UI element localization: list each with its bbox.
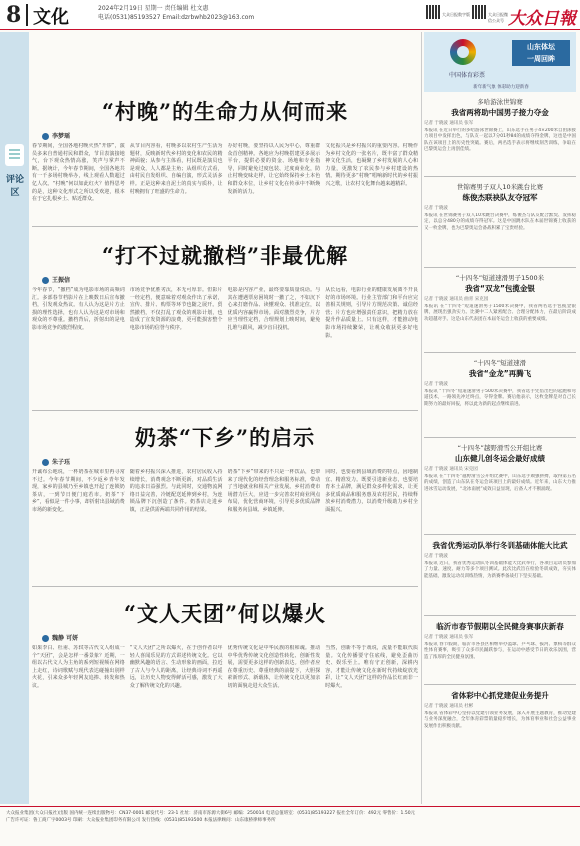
text-column: 文化振兴是乡村振兴的重要内容。村晚作为乡村文化的一张名片，既丰富了群众精神文化生活，也凝聚了乡村发展的人心和力量，更激发了农民参与乡村建设的热情。期待更多“村晚”唱响新时代的乡村振兴之歌，让农村文化舞台越来越精彩。 bbox=[325, 143, 418, 187]
text-column: 春节期间，全国各地村晚火热“开锣”，演员多来自普通村民和群众，节目表演接地气，台下观众热情高涨，笑声与掌声不断。据统计，今年春节期间，全国各地共有一千多场村晚举办，线上观看人数超过亿人次。“村晚”何以如此红火？值得思考的是，这种文化形式之所以受欢迎，根本在于它扎根乡土、贴近群众。 bbox=[32, 143, 125, 203]
qr-code-icon bbox=[426, 5, 440, 19]
article-headline[interactable]: “村晚”的生命力从何而来 bbox=[101, 99, 349, 124]
qr-code-icon bbox=[472, 5, 486, 19]
news-item bbox=[424, 273, 576, 348]
badge-line: 一周回眸 bbox=[527, 55, 555, 63]
article-headline[interactable]: “文人天团”何以爆火 bbox=[123, 601, 327, 626]
text-column: 同时，也要看到县域消费的特点，因地制宜、精准发力。既要引进新业态，也要培育本土品牌，满足群众多样化需求，让更多优质商品和服务惠及农村居民，持续释放乡村消费潜力，以消费升级助力乡村全面振兴。 bbox=[325, 469, 418, 513]
item-divider bbox=[424, 176, 576, 177]
comment-icon bbox=[5, 144, 24, 166]
section-divider bbox=[32, 226, 418, 227]
news-body: 本报讯 在世锦赛男子双人10米跳台决赛中，练俊杰与队友配合默契、发挥稳定，以总分480分的成绩夺得冠军。这是中国跳水队在本届世锦赛上收获的又一枚金牌，也为巴黎奥运会备战积累了宝贵经验。 bbox=[424, 213, 576, 231]
lottery-caption: 中国体育彩票 bbox=[448, 72, 485, 79]
news-meta: 记者 于晓波 通讯员 宋克园 bbox=[424, 467, 478, 472]
byline bbox=[42, 633, 418, 642]
item-divider bbox=[424, 534, 576, 535]
news-title[interactable]: 山东健儿创冬运会最好成绩 bbox=[455, 454, 545, 463]
article-headline[interactable]: 奶茶“下乡”的启示 bbox=[134, 425, 316, 450]
article bbox=[32, 422, 418, 601]
article-body bbox=[32, 469, 418, 601]
news-item bbox=[424, 540, 576, 611]
article bbox=[32, 96, 418, 251]
news-title[interactable]: 省体彩中心抓党建促业务提升 bbox=[451, 691, 549, 700]
news-kicker: “十四冬”短道速滑男子1500米 bbox=[455, 274, 545, 282]
article bbox=[32, 240, 418, 427]
news-body: 本报讯 在“十四冬”短道速滑男子1500米决赛中，我省两名选手包揽金银牌，展现出强劲实力。比赛中二人紧密配合、合理分配体力，在最后阶段成功超越对手。这是山东代表团在本届冬运会上收获的重要成绩。 bbox=[424, 304, 576, 322]
lottery-emblem-icon bbox=[450, 39, 476, 65]
news-title[interactable]: 我省“金龙”再腾飞 bbox=[468, 369, 532, 378]
author-name: 魏静 可妍 bbox=[52, 635, 79, 642]
text-column: 随着乡村振兴深入推进，农村居民收入持续增长，消费观念不断更新，对品质生活的追求日益强烈。与此同时，交通物流网络日益完善，冷链配送延伸到乡村，为连锁品牌下沉创造了条件。奶茶店走进乡镇，正是供需两端共同作用的结果。 bbox=[129, 469, 223, 513]
author-name: 王振信 bbox=[52, 277, 71, 284]
column-divider bbox=[421, 32, 422, 804]
text-column: 如果李白、杜甫、苏轼等古代文人组成一个“天团”，会是怎样一番景象？近期，一组以古代文人为主角的系列短视频在网络上走红，诗词歌赋与现代表达碰撞出别样火花，引来众多年轻网友追捧、转发和热议。 bbox=[32, 645, 125, 689]
author-icon bbox=[42, 277, 49, 284]
author-name: 李梦瑶 bbox=[52, 133, 71, 140]
news-kicker: “十四冬”越野滑雪公开组比赛 bbox=[457, 444, 543, 452]
article-body bbox=[32, 645, 418, 805]
text-column: 从节目内容看，村晚多以农村生产生活为题材，反映新时代乡村的变化和农民的精神面貌；从参与主体看，村民既是演员也是观众，人人都是主角；从组织方式看，由村民自发组织、自编自演，形式灵活多样。正是这种来自泥土的真实与质朴，让村晚拥有了旺盛的生命力。 bbox=[129, 143, 223, 195]
news-body: 本报讯 在“十四冬”越野滑雪公开组比赛中，山东选手顽强拼搏，取得第五名的成绩，创造了山东队在冬运会该项目上的最好成绩。近年来，山东大力推进冰雪运动发展，“北冰南展”成效日益显现，后备人才不断涌现。 bbox=[424, 474, 576, 492]
section-title: 文化 bbox=[33, 7, 69, 28]
news-title[interactable]: 我省优秀运动队举行冬训基础体能大比武 bbox=[432, 541, 568, 550]
item-divider bbox=[424, 615, 576, 616]
author-icon bbox=[42, 635, 49, 642]
text-column: 市场竞争优胜劣汰，本无可厚非。但影片一经定档，便意味着对观众作出了承诺，宣传、排片、购票等环节也随之展开。贸然撤档，不仅打乱了观众的观影计划，也造成了宣发资源的浪费，更可能损害整个电影市场的信誉与秩序。 bbox=[129, 287, 223, 331]
weekly-review-badge bbox=[512, 40, 570, 66]
news-meta: 记者 于晓波 通讯员 杜彬 bbox=[424, 704, 474, 709]
text-column: 当然，创新不等于戏说，流量不能取代质量。文化传播要守住底线，避免歪曲历史、娱乐至上。唯有守正创新，深耕内容，才能让传统文化在新时代持续绽放光彩，让“文人天团”这样的作品长红而非一时爆火。 bbox=[325, 645, 418, 689]
footer-imprint bbox=[0, 806, 580, 846]
news-kicker: 多哈游泳世锦赛 bbox=[477, 98, 523, 106]
news-meta: 记者 于晓波 通讯员 张军 bbox=[424, 635, 474, 640]
news-body: 本报讯 “十四冬”短道速滑男子500米决赛中，我省选手凭借出色的起跑和弯道技术，一路领先冲过终点，夺得金牌。赛后他表示，这枚金牌是对自己长期努力的最好回报，将以此为新的起点继续前进。 bbox=[424, 389, 576, 407]
text-column: 办好村晚，要坚持以人民为中心，尊重群众首创精神。各地应为村晚搭建更多展示平台，提供必要的资金、场地和专业指导，同时避免过度包装、过度商业化，防止村晚变味走样，让它始终保持乡土本色和群众本位，让乡村文化在传承中不断焕发新的活力。 bbox=[227, 143, 321, 195]
text-column: 优秀传统文化是中华民族的根和魂。推动中华优秀传统文化创造性转化、创新性发展，需要更多这样的创新表达。创作者应在尊重历史、尊重经典的前提下，大胆探索新形式、新载体，让传统文化以更加亲切的面貌走进大众生活。 bbox=[227, 645, 321, 689]
author-icon bbox=[42, 459, 49, 466]
contact-line: 电话(0531)85193527 Email:dzrbwhb2023@163.com bbox=[98, 14, 255, 21]
text-column: 开诚布公地说，一杯奶茶在城市里再寻常不过。今年春节期间，不少返乡青年发现，家乡的县城乃至乡镇也开起了连锁奶茶店，一到节日便门庭若市。奶茶“下乡”，看似是一件小事，却折射出县域消费市场的新变化。 bbox=[32, 469, 125, 513]
article-body bbox=[32, 143, 418, 251]
sports-lottery-banner bbox=[424, 32, 576, 92]
page-number: 8 bbox=[6, 2, 22, 28]
section-divider bbox=[32, 410, 418, 411]
footer-line: 大众报业集团(大众日报社)出版 国内统一连续出版物号：CN37-0001 邮发代号：23-1 社址：济南市泺源大街6号 邮编：250014 电话总值班室：(0531)85193227 报社全年订价：492元 零售价：1.50元 bbox=[6, 811, 416, 816]
masthead-meta bbox=[98, 4, 254, 22]
section-sidebar bbox=[0, 32, 29, 804]
news-title[interactable]: 我省“双龙”包揽金银 bbox=[465, 284, 535, 293]
issue-date-editor: 2024年2月19日 星期一 责任编辑 杜文惠 bbox=[98, 5, 209, 12]
text-column: 从长远看，电影行业的健康发展离不开良好的市场环境。行业主管部门和平台应完善相关规则，引导片方规范决策、诚信经营；片方也应增强责任意识，把精力放在提升作品质量上。只有这样，才能推动电影市场持续繁荣，让观众收获更多好电影。 bbox=[325, 287, 418, 339]
item-divider bbox=[424, 437, 576, 438]
news-meta: 记者 于晓波 通讯员 张军 bbox=[424, 121, 474, 126]
news-body: 本报讯 近日，我省优秀运动队冬训基础体能大比武举行，各项目运动员参加了力量、速度、耐力等多个项目测试。此次比武旨在检验冬训成效，夯实体能基础，激发运动员训练热情，为新赛季备战打下坚实基础。 bbox=[424, 561, 576, 579]
sports-column bbox=[424, 32, 576, 804]
news-meta: 记者 于晓波 bbox=[424, 554, 448, 559]
item-divider bbox=[424, 684, 576, 685]
news-meta: 记者 于晓波 通讯员 曲青 宋克园 bbox=[424, 297, 489, 302]
banner-tagline: 新年新气象 体彩助力迎新春 bbox=[473, 85, 529, 90]
news-body: 本报讯 春节假期，临沂市各县区相继举办篮球、乒乓球、拔河、象棋等群众性体育赛事，吸引了众多市民踊跃参与，在运动中感受节日的欢乐氛围，营造了浓厚的全民健身氛围。 bbox=[424, 642, 576, 660]
divider bbox=[26, 4, 28, 26]
news-title[interactable]: 我省两将助中国男子接力夺金 bbox=[451, 108, 549, 117]
news-item bbox=[424, 358, 576, 433]
badge-line: 山东体坛 bbox=[527, 43, 555, 51]
author-name: 朱子珏 bbox=[52, 459, 71, 466]
news-item bbox=[424, 182, 576, 263]
item-divider bbox=[424, 352, 576, 353]
article-body bbox=[32, 287, 418, 427]
article-headline[interactable]: “打不过就撤档”非最优解 bbox=[101, 243, 349, 268]
news-item bbox=[424, 621, 576, 680]
news-meta: 记者 于晓波 bbox=[424, 206, 448, 211]
byline bbox=[42, 457, 418, 466]
news-body: 本报讯 省体彩中心坚持以党建引领业务发展，深入开展主题教育，推动党建与业务深度融合，全年体育彩票销量稳步增长，为体育事业和社会公益事业发展作出积极贡献。 bbox=[424, 711, 576, 729]
sidebar-label: 评论区 bbox=[5, 175, 24, 198]
masthead bbox=[0, 0, 580, 30]
news-title[interactable]: 练俊杰联袂队友夺冠军 bbox=[462, 193, 538, 202]
news-kicker: “十四冬”短道速滑 bbox=[473, 359, 527, 367]
newspaper-logo: 大众日報 bbox=[508, 9, 576, 29]
byline bbox=[42, 275, 418, 284]
section-divider bbox=[32, 586, 418, 587]
news-kicker: 世锦赛男子双人10米跳台比赛 bbox=[456, 183, 544, 191]
item-divider bbox=[424, 267, 576, 268]
text-column: “文人天团”之所以爆火，在于创作者以年轻人喜闻乐见的方式讲述传统文化。它以幽默风趣的语言、生动形象的画面，拉近了古人与今人的距离，让经典诗词不再遥远，让历史人物变得鲜活可感，激发了大众了解传统文化的兴趣。 bbox=[129, 645, 223, 689]
article bbox=[32, 598, 418, 805]
text-column: 奶茶“下乡”带来的不只是一杯饮品，也带来了现代化的经营理念和服务标准，带动了当地就业和相关产业发展。乡村消费市场潜力巨大，应进一步完善农村商业网点布局，优化营商环境，引导更多优质品牌和服务向县域、乡镇延伸。 bbox=[227, 469, 321, 513]
text-column: 今年春节，“撤档”成为电影市场的高频词汇。多部春节档影片在上映数日后宣布撤档，引发观众热议。有人认为这是片方止损的理性选择，也有人认为这是对市场和观众的不尊重。撤档背后，折射出的是电影市场竞争的激烈程度。 bbox=[32, 287, 125, 331]
author-icon bbox=[42, 133, 49, 140]
news-item bbox=[424, 443, 576, 530]
footer-line: 广告许可证：鲁工商广字0003号 印刷：大众报业集团印务有限公司 发行热线：(0531)85193500 本报法律顾问：山东康桥律师事务所 bbox=[6, 818, 276, 823]
news-meta: 记者 于晓波 bbox=[424, 382, 448, 387]
news-body: 本报讯 在近日举行的多哈游泳世锦赛上，山东选手在男子4×200米自由泳接力项目中发挥出色，与队友一起以7分01秒84的成绩夺得金牌，这也是中国队在该项目上的历史性突破。赛后，两名选手表示将继续刻苦训练，争取在巴黎奥运会上再创佳绩。 bbox=[424, 128, 576, 152]
qr-label: 大众日报微信公众号 bbox=[488, 12, 508, 23]
news-item bbox=[424, 690, 576, 743]
byline bbox=[42, 131, 418, 140]
qr-label: 大众日报数字版 bbox=[442, 12, 470, 17]
text-column: 电影是内容产业，最终要靠质量说话。与其在遭遇票房困境时一撤了之，不如沉下心来打磨作品、读懂观众、找准定位，以优质内容赢得市场。面对激烈竞争，片方应当理性定档，合理规划上映时间，避免扎堆与跟风，减少盲目投机。 bbox=[227, 287, 321, 331]
news-item bbox=[424, 97, 576, 172]
news-title[interactable]: 临沂市春节假期以全民健身赛事庆新春 bbox=[436, 622, 564, 631]
